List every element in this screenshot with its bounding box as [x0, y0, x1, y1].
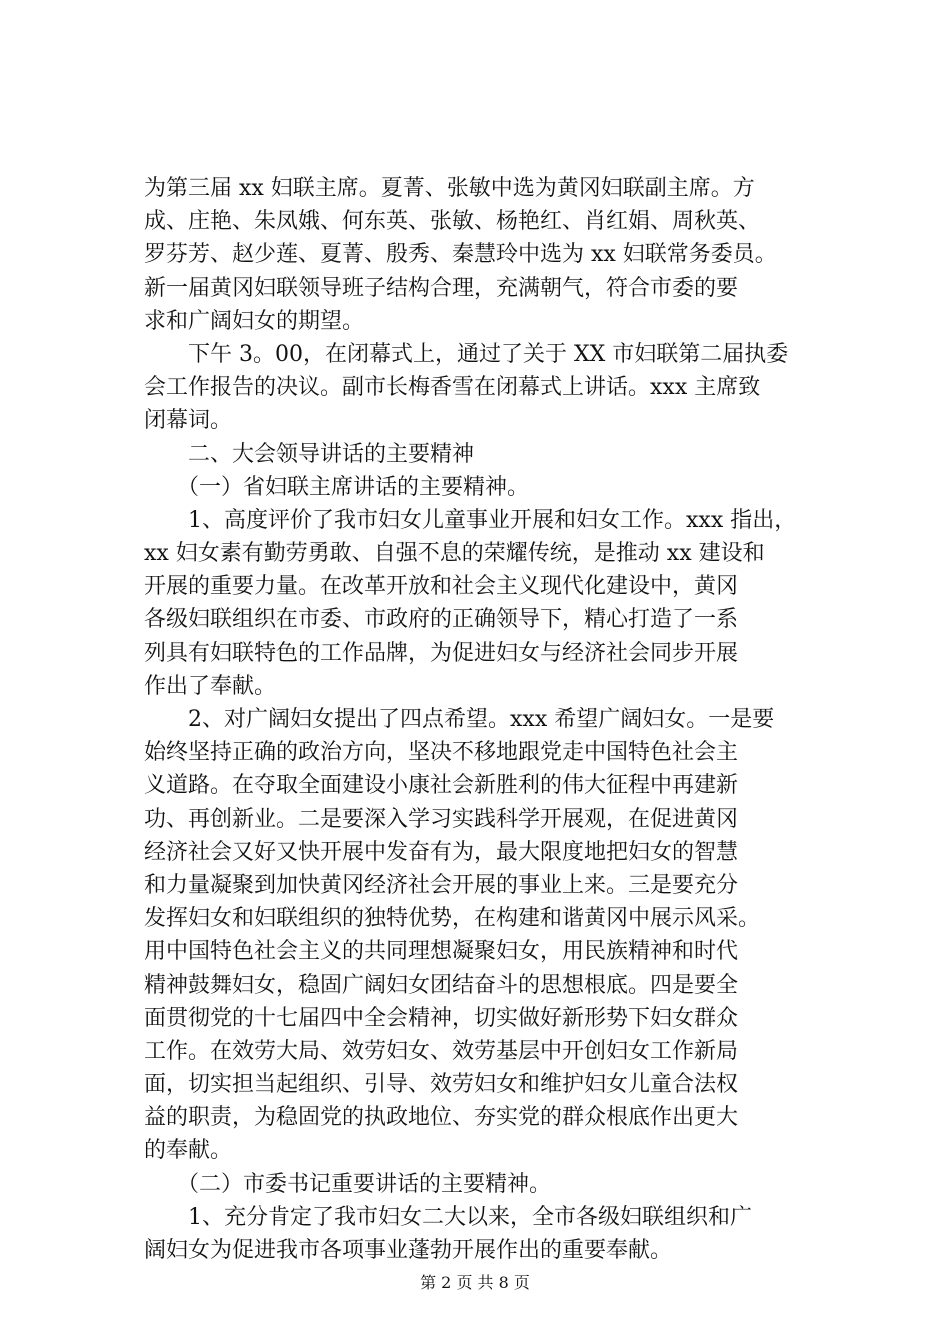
text-line: 用中国特色社会主义的共同理想凝聚妇女，用民族精神和时代 [144, 939, 739, 965]
text-line: 闭幕词。 [144, 408, 233, 434]
text-line: 工作。在效劳大局、效劳妇女、效劳基层中开创妇女工作新局 [144, 1038, 739, 1064]
text-line: 新一届黄冈妇联领导班子结构合理，充满朝气，符合市委的要 [144, 275, 739, 301]
text-line: 为第三届 xx 妇联主席。夏菁、张敏中选为黄冈妇联副主席。方 [144, 176, 755, 201]
subsection-heading: （二）市委书记重要讲话的主要精神。 [144, 1171, 552, 1197]
text-line: 和力量凝聚到加快黄冈经济社会开展的事业上来。三是要充分 [144, 872, 739, 898]
text-line: 作出了奉献。 [144, 673, 277, 699]
page-footer [0, 1271, 950, 1295]
text-line: 列具有妇联特色的工作品牌，为促进妇女与经济社会同步开展 [144, 640, 739, 666]
text-line: 开展的重要力量。在改革开放和社会主义现代化建设中，黄冈 [144, 574, 739, 600]
text-line: 面贯彻党的十七届四中全会精神，切实做好新形势下妇女群众 [144, 1005, 739, 1031]
text-line: 2、对广阔妇女提出了四点希望。xxx 希望广阔妇女。一是要 [144, 707, 775, 732]
text-line: 会工作报告的决议。副市长梅香雪在闭幕式上讲话。xxx 主席致 [144, 375, 761, 401]
text-line: 的奉献。 [144, 1138, 233, 1164]
text-line: 各级妇联组织在市委、市政府的正确领导下，精心打造了一系 [144, 607, 739, 633]
text-line: 经济社会又好又快开展中发奋有为，最大限度地把妇女的智慧 [144, 839, 739, 865]
text-line: 益的职责，为稳固党的执政地位、夯实党的群众根底作出更大 [144, 1105, 739, 1131]
text-line: 罗芬芳、赵少莲、夏菁、殷秀、秦慧玲中选为 xx 妇联常务委员。 [144, 242, 777, 268]
text-line: 始终坚持正确的政治方向，坚决不移地跟党走中国特色社会主 [144, 740, 739, 766]
text-line: 阔妇女为促进我市各项事业蓬勃开展作出的重要奉献。 [144, 1238, 673, 1263]
text-line: 义道路。在夺取全面建设小康社会新胜利的伟大征程中再建新 [144, 773, 739, 799]
text-line: 成、庄艳、朱凤娥、何东英、张敏、杨艳红、肖红娟、周秋英、 [144, 209, 761, 235]
text-line: 面，切实担当起组织、引导、效劳妇女和维护妇女儿童合法权 [144, 1072, 739, 1098]
page-number: 第 2 页 共 8 页 [420, 1273, 530, 1292]
document-body [144, 172, 834, 1267]
text-line: 功、再创新业。二是要深入学习实践科学开展观，在促进黄冈 [144, 806, 739, 832]
subsection-heading: （一）省妇联主席讲话的主要精神。 [144, 474, 530, 500]
text-line: 1、高度评价了我市妇女儿童事业开展和妇女工作。xxx 指出， [144, 507, 797, 533]
text-line: 发挥妇女和妇联组织的独特优势，在构建和谐黄冈中展示风采。 [144, 906, 761, 932]
text-line: 1、充分肯定了我市妇女二大以来，全市各级妇联组织和广 [144, 1204, 752, 1230]
text-line: xx 妇女素有勤劳勇敢、自强不息的荣耀传统，是推动 xx 建设和 [144, 541, 765, 567]
text-line: 精神鼓舞妇女，稳固广阔妇女团结奋斗的思想根底。四是要全 [144, 972, 739, 998]
text-line: 求和广阔妇女的期望。 [144, 308, 365, 334]
text-line: 下午 3。00，在闭幕式上，通过了关于 XX 市妇联第二届执委 [144, 341, 789, 367]
section-heading: 二、大会领导讲话的主要精神 [144, 441, 475, 467]
